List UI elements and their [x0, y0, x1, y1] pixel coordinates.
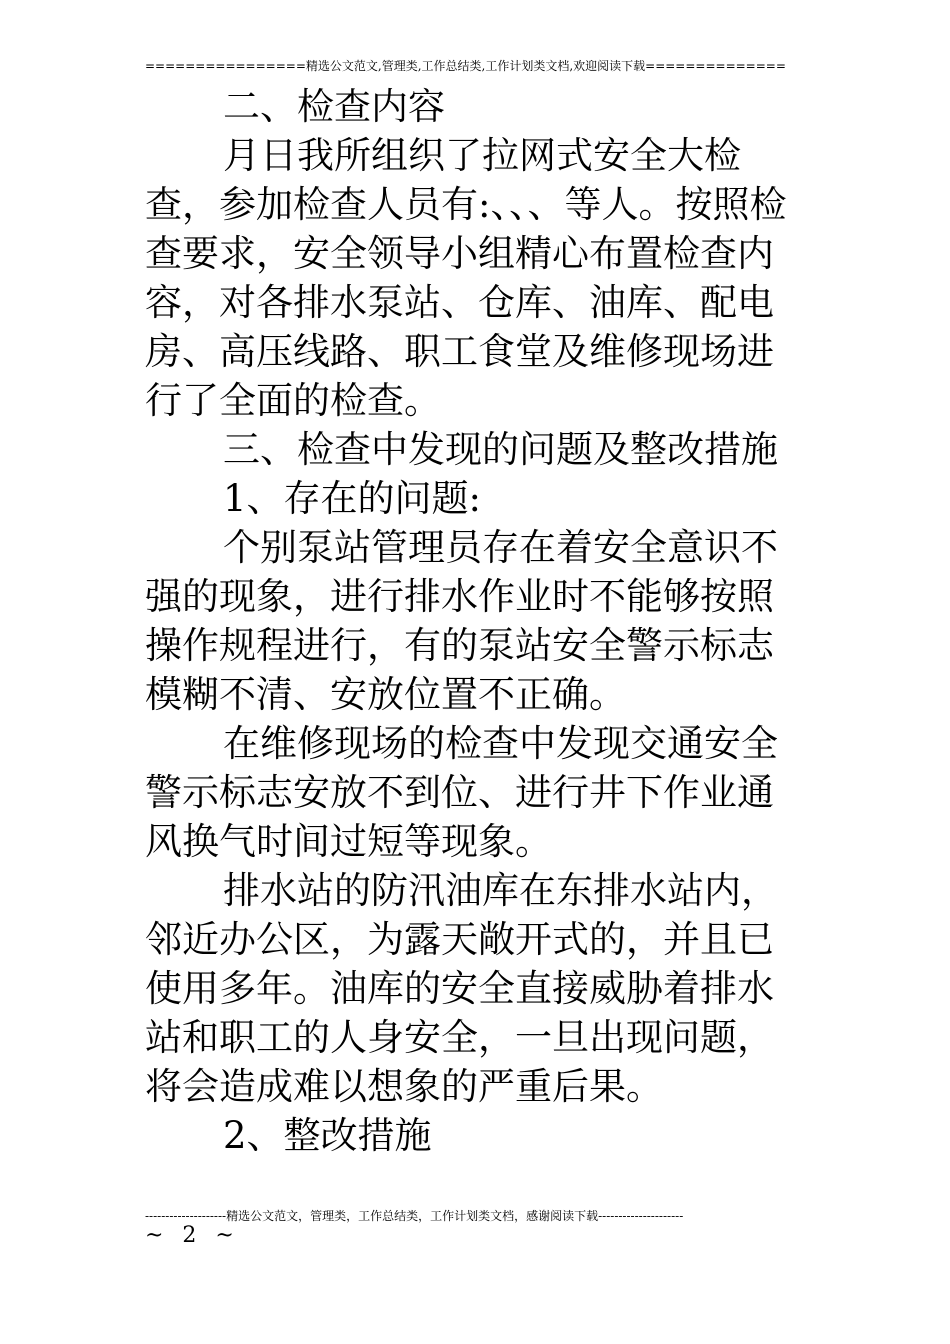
page-header-banner: ================精选公文范文,管理类,工作总结类,工作计划类文档,欢迎阅读下载============== [145, 59, 786, 73]
page-number: ~ 2 ~ [145, 1223, 240, 1248]
page-footer-banner: --------------------精选公文范文，管理类，工作总结类，工作计划类文档，感谢阅读下载--------------------- [145, 1209, 684, 1223]
paragraph-pump-station-issues: 个别泵站管理员存在着安全意识不强的现象，进行排水作业时不能够按照操作规程进行，有的泵站安全警示标志模糊不清、安放位置不正确。 [145, 526, 778, 716]
subheading-rectification-measures: 2、整改措施 [223, 1114, 432, 1157]
paragraph-oil-depot-issues: 排水站的防汛油库在东排水站内，邻近办公区，为露天敞开式的，并且已使用多年。油库的安全直接威胁着排水站和职工的人身安全，一旦出现问题，将会造成难以想象的严重后果。 [145, 869, 778, 1108]
section-heading-problems-and-measures: 三、检查中发现的问题及整改措施 [223, 428, 778, 471]
document-body [145, 82, 810, 1160]
subheading-existing-problems: 1、存在的问题: [223, 477, 482, 520]
paragraph-inspection-description: 月日我所组织了拉网式安全大检查，参加检查人员有:、、、等人。按照检查要求，安全领导小组精心布置检查内容，对各排水泵站、仓库、油库、配电房、高压线路、职工食堂及维修现场进行了全面的检查。 [145, 134, 787, 422]
paragraph-maintenance-site-issues: 在维修现场的检查中发现交通安全警示标志安放不到位、进行井下作业通风换气时间过短等现象。 [145, 722, 778, 863]
section-heading-inspection-content: 二、检查内容 [223, 85, 445, 128]
